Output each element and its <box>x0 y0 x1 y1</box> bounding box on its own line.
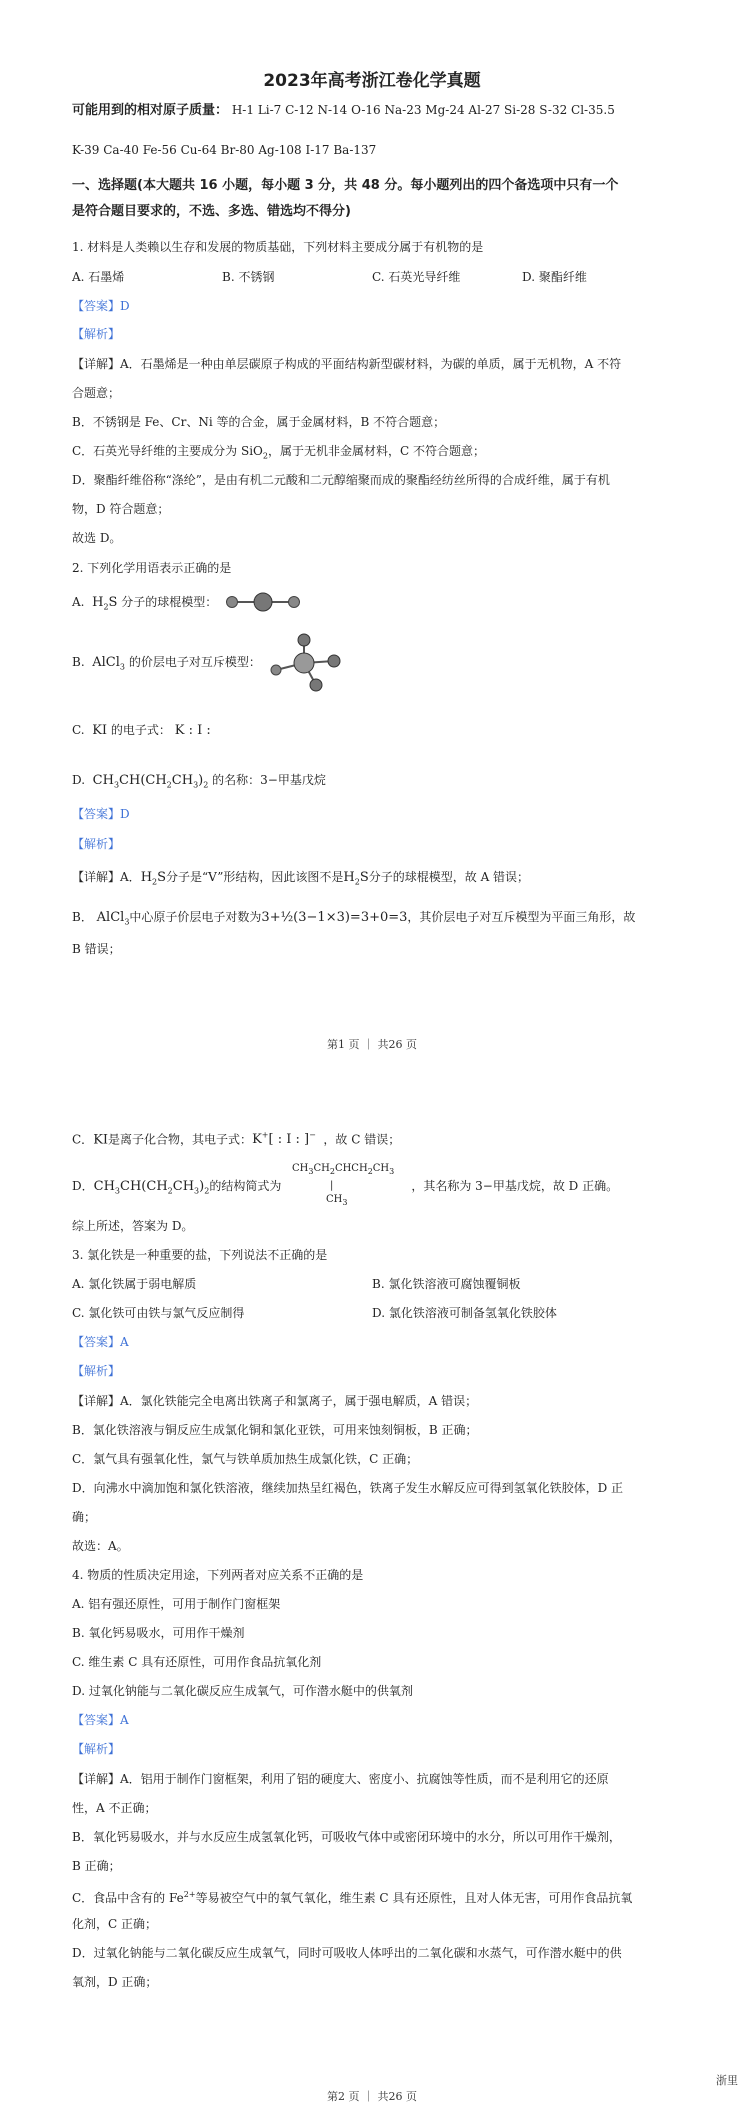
q4-answer <box>72 1712 129 1728</box>
page-footer-1: 第1 页 ｜ 共26 页 <box>327 1038 417 1051</box>
q3-detail-a <box>72 1393 477 1409</box>
atomic-mass-label: 可能用到的相对原子质量： <box>72 103 229 118</box>
detail-label: 【详解】 <box>72 1772 121 1786</box>
page-title: 2023年高考浙江卷化学真题 <box>263 71 481 91</box>
q1-option-b: B. 不锈钢 <box>222 270 275 284</box>
q4-detail-a-cont: 性，A 不正确； <box>72 1801 157 1815</box>
q3-analysis-label: 【解析】 <box>72 1364 121 1378</box>
superscript: 2+ <box>183 1890 196 1899</box>
q2-option-a: A. $H_2S$ 分子的球棍模型： <box>72 595 218 612</box>
detail-text: ，属于无机非金属材料，C 不符合题意； <box>268 444 485 458</box>
detail-text: 的结构简式为 <box>209 1179 282 1193</box>
alcl3-vsepr-model <box>266 628 346 698</box>
q1-detail-a-cont: 合题意； <box>72 386 121 400</box>
detail-text: A．石墨烯是一种由单层碳原子构成的平面结构新型碳材料，为碳的单质，属于无机物，A 不符 <box>120 357 622 371</box>
q1-detail-c <box>72 443 485 464</box>
detail-text: 是离子化合物，其电子式： <box>108 1132 253 1147</box>
q3-detail-c: C．氯气具有强氧化性，氯气与铁单质加热生成氯化铁，C 正确； <box>72 1452 419 1466</box>
detail-text: 分子的球棍模型，故 A 错误； <box>368 870 530 884</box>
detail-text: A．氯化铁能完全电离出铁离子和氯离子，属于强电解质，A 错误； <box>120 1394 478 1408</box>
q1-option-a: A. 石墨烯 <box>72 270 125 284</box>
q4-option-c: C. 维生素 C 具有还原性，可用作食品抗氧化剂 <box>72 1655 322 1669</box>
q1-detail-d: D．聚酯纤维俗称“涤纶”，是由有机二元酸和二元醇缩聚而成的聚酯经纺丝所得的合成纤维，属于有机 <box>72 473 610 487</box>
answer-value: D <box>120 299 130 313</box>
option-text: 的电子式： <box>110 723 171 737</box>
answer-label: 【答案】 <box>72 1335 121 1349</box>
q4-stem: 4. 物质的性质决定用途，下列两者对应关系不正确的是 <box>72 1568 364 1582</box>
section-heading-line-1: 一、选择题(本大题共 16 小题，每小题 3 分，共 48 分。每小题列出的四个备选项中只有一个 <box>72 178 619 193</box>
option-text: 的价层电子对互斥模型： <box>128 655 261 669</box>
page-footer-2: 第2 页 ｜ 共26 页 <box>327 2090 417 2103</box>
q2-stem: 2. 下列化学用语表示正确的是 <box>72 561 232 575</box>
q1-stem: 1. 材料是人类赖以生存和发展的物质基础，下列材料主要成分属于有机物的是 <box>72 240 484 254</box>
q3-option-c: C. 氯化铁可由铁与氯气反应制得 <box>72 1306 245 1320</box>
detail-text: C．石英光导纤维的主要成分为 SiO <box>72 444 263 458</box>
detail-text: ，其名称为 3−甲基戊烷，故 D 正确。 <box>411 1179 619 1193</box>
q2-detail-a: 【详解】A．$H_2S$分子是“V”形结构，因此该图不是$H_2S$分子的球棍模型，故 A 错误； <box>72 870 530 887</box>
q4-detail-c <box>72 1887 632 1906</box>
q1-conclusion: 故选 D。 <box>72 531 122 545</box>
q2-detail-b-cont: B 错误； <box>72 942 121 956</box>
q1-detail-a <box>72 356 621 372</box>
q4-analysis-label: 【解析】 <box>72 1742 121 1756</box>
detail-text: B． <box>72 910 93 924</box>
q2-detail-d: D．$CH_3CH(CH_2CH_3)_2$的结构简式为 ，其名称为 3−甲基戊烷，故 D 正确。 <box>72 1179 619 1196</box>
q4-detail-d-cont: 氧剂，D 正确； <box>72 1975 158 1989</box>
option-text: 分子的球棍模型： <box>121 595 218 609</box>
answer-label: 【答案】 <box>72 1713 121 1727</box>
q4-detail-c-cont: 化剂，C 正确； <box>72 1917 157 1931</box>
atomic-mass-values-2: K-39 Ca-40 Fe-56 Cu-64 Br-80 Ag-108 I-17 Ba-137 <box>72 143 377 157</box>
detail-label: 【详解】 <box>72 357 121 371</box>
atomic-mass-values-1: H-1 Li-7 C-12 N-14 O-16 Na-23 Mg-24 Al-27 Si-28 S-32 Cl-35.5 <box>231 103 615 117</box>
q2-option-c: C. KI 的电子式： K : I : <box>72 723 211 738</box>
q3-detail-d: D．向沸水中滴加饱和氯化铁溶液，继续加热呈红褐色，铁离子发生水解反应可得到氢氧化铁胶体，D 正 <box>72 1481 624 1495</box>
detail-text: ，其价层电子对互斥模型为平面三角形，故 <box>407 910 636 924</box>
detail-text: ，故 C 错误； <box>323 1132 401 1147</box>
q1-detail-d-cont: 物，D 符合题意； <box>72 502 170 516</box>
q4-detail-b: B．氧化钙易吸水，并与水反应生成氢氧化钙，可吸收气体中或密闭环境中的水分，所以可用作干燥剂， <box>72 1830 621 1844</box>
q4-detail-a <box>72 1771 609 1787</box>
detail-text: A． <box>120 870 141 884</box>
detail-text: 分子是“V”形结构，因此该图不是 <box>166 870 344 884</box>
q3-detail-d-cont: 确； <box>72 1510 97 1524</box>
q1-analysis-label: 【解析】 <box>72 327 121 341</box>
q2-detail-c: C．KI是离子化合物，其电子式：K+[ : I : ]− ，故 C 错误； <box>72 1131 401 1148</box>
q3-answer <box>72 1334 129 1350</box>
detail-text: 中心原子价层电子对数为 <box>129 910 262 924</box>
q3-option-a: A. 氯化铁属于弱电解质 <box>72 1277 197 1291</box>
answer-value: A <box>120 1335 129 1349</box>
detail-label: 【详解】 <box>72 870 121 884</box>
q1-option-d: D. 聚酯纤维 <box>522 270 587 284</box>
q1-detail-b: B．不锈钢是 Fe、Cr、Ni 等的合金，属于金属材料，B 不符合题意； <box>72 415 446 429</box>
detail-label: 【详解】 <box>72 1394 121 1408</box>
detail-text: 等易被空气中的氧气氧化，维生素 C 具有还原性，且对人体无害，可用作食品抗氧 <box>195 1891 633 1905</box>
q2-conclusion: 综上所述，答案为 D。 <box>72 1219 194 1233</box>
h2s-ball-stick-model <box>222 590 304 614</box>
page-2 <box>0 1062 744 2104</box>
q1-answer <box>72 298 130 314</box>
q3-conclusion: 故选：A。 <box>72 1539 129 1553</box>
q3-stem: 3. 氯化铁是一种重要的盐，下列说法不正确的是 <box>72 1248 328 1262</box>
structural-formula: $CH_3CH_2CHCH_2CH_3$ | $CH_3$ <box>292 1163 395 1207</box>
atomic-mass-line-1 <box>72 102 615 119</box>
answer-value: A <box>120 1713 129 1727</box>
answer-label: 【答案】 <box>72 299 121 313</box>
detail-text: A．铝用于制作门窗框架，利用了铝的硬度大、密度小、抗腐蚀等性质，而不是利用它的还原 <box>120 1772 609 1786</box>
q2-detail-b: B． AlCl$_3$中心原子价层电子对数为3+½(3−1×3)=3+0=3，其价层电子对互斥模型为平面三角形，故 <box>72 910 636 927</box>
q3-detail-b: B．氯化铁溶液与铜反应生成氯化铜和氯化亚铁，可用来蚀刻铜板，B 正确； <box>72 1423 478 1437</box>
answer-label: 【答案】 <box>72 807 121 821</box>
q4-detail-d: D．过氧化钠能与二氧化碳反应生成氧气，同时可吸收人体呼出的二氧化碳和水蒸气，可作潜水艇中的供 <box>72 1946 622 1960</box>
subscript: 2 <box>262 451 268 461</box>
q2-analysis-label: 【解析】 <box>72 837 121 851</box>
answer-value: D <box>120 807 130 821</box>
q4-option-a: A. 铝有强还原性，可用于制作门窗框架 <box>72 1597 281 1611</box>
detail-text: C． <box>72 1132 94 1147</box>
q2-answer <box>72 806 130 822</box>
q4-option-d: D. 过氧化钠能与二氧化碳反应生成氧气，可作潜水艇中的供氧剂 <box>72 1684 413 1698</box>
q1-option-c: C. 石英光导纤维 <box>372 270 461 284</box>
detail-text: D． <box>72 1179 94 1193</box>
q4-detail-b-cont: B 正确； <box>72 1859 121 1873</box>
q2-option-d: D. $CH_3CH(CH_2CH_3)_2$ 的名称：3−甲基戊烷 <box>72 773 326 790</box>
q4-option-b: B. 氧化钙易吸水，可用作干燥剂 <box>72 1626 245 1640</box>
option-text: 的名称：3−甲基戊烷 <box>212 773 326 787</box>
q3-option-b: B. 氯化铁溶液可腐蚀覆铜板 <box>372 1277 521 1291</box>
q2-option-b: B. AlCl$_3$ 的价层电子对互斥模型： <box>72 655 261 672</box>
corner-watermark: 浙里 <box>716 2074 738 2087</box>
q3-option-d: D. 氯化铁溶液可制备氢氧化铁胶体 <box>372 1306 557 1320</box>
section-heading-line-2: 是符合题目要求的，不选、多选、错选均不得分) <box>72 204 351 219</box>
detail-text: C．食品中含有的 Fe <box>72 1891 184 1905</box>
